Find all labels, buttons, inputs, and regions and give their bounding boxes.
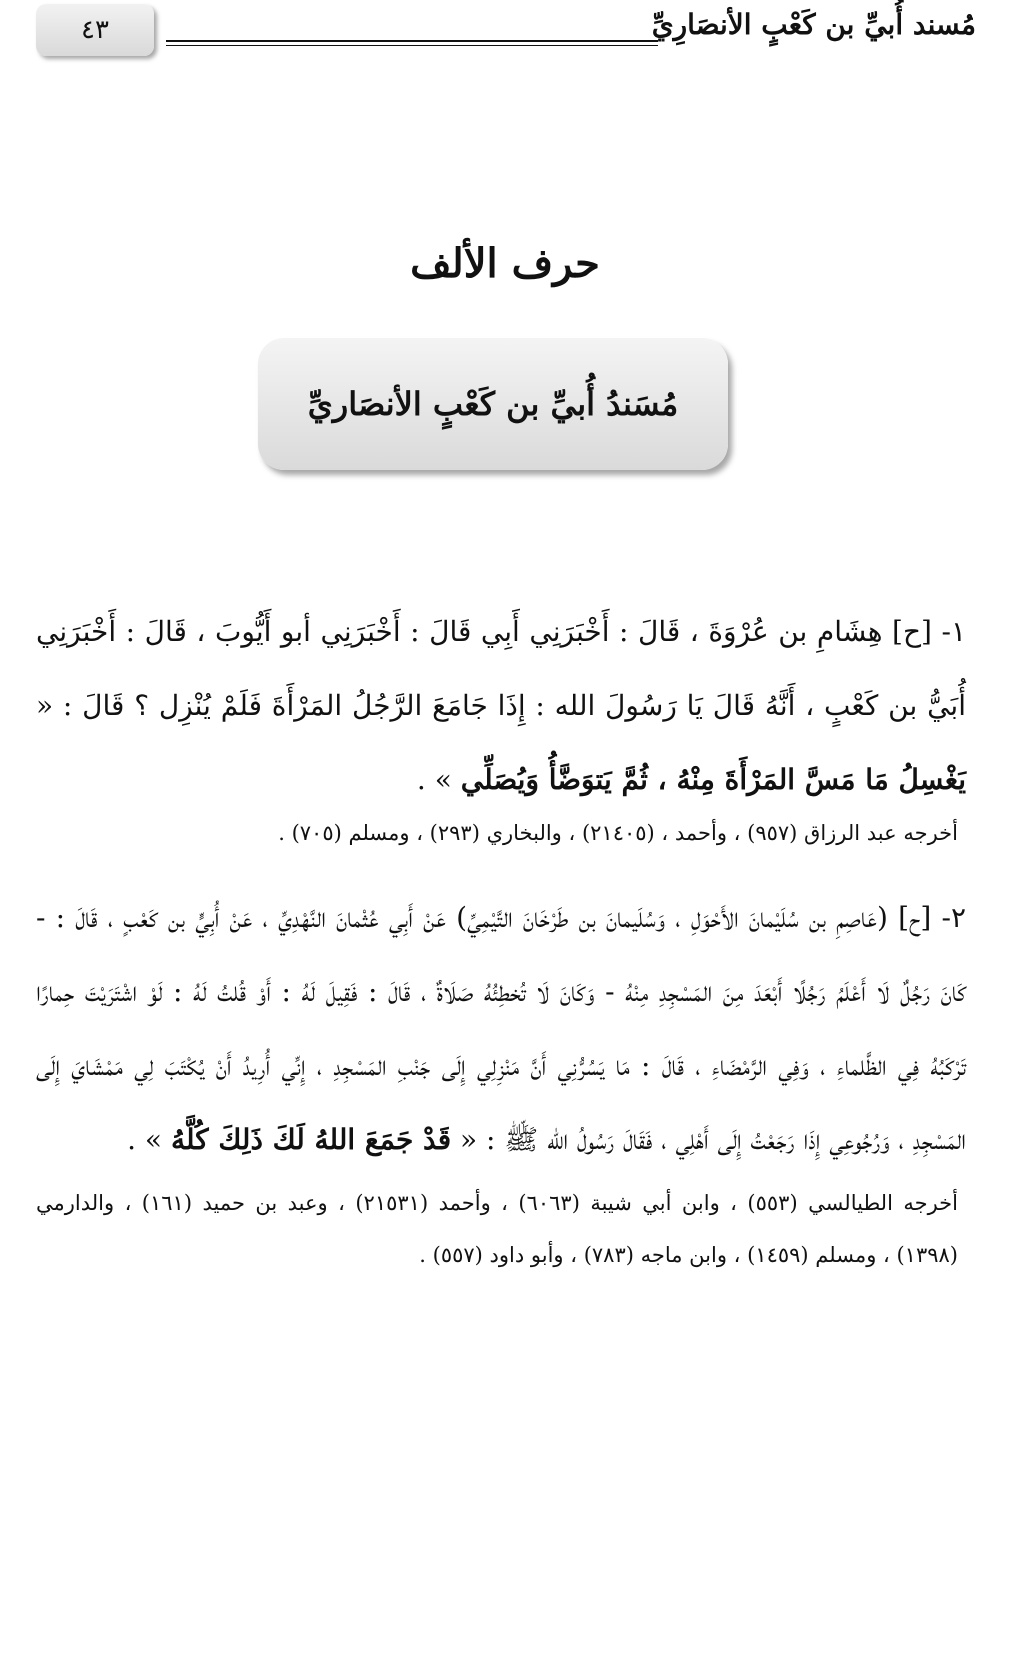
hadith-1-closing: » . xyxy=(416,763,461,796)
hadith-2-matn: قَدْ جَمَعَ اللهُ لَكَ ذَلِكَ كُلَّهُ xyxy=(170,1123,452,1156)
hadith-2-closing: » . xyxy=(127,1123,171,1156)
page-header xyxy=(36,4,976,62)
running-title: مُسند أُبيِّ بن كَعْبٍ الأنصَارِيِّ xyxy=(651,8,976,41)
hadith-2-isnad: ٢- [ح] (عَاصِمِ بن سُلَيْمانَ الأَحْوَلِ ، وَسُلَيمانَ بن طَرْخَانَ التَّيْمِيِّ) عَنْ أَبِي عُثْمانَ النَّهْدِيِّ ، عَنْ أُبِيٍّ بن كَعْبٍ ، قَالَ : - كَانَ رَجُلٌ لَا أَعْلَمُ رَجُلًا أَبْعَدَ مِنَ المَسْجِدِ مِنْهُ - وَكَانَ لَا تُخطِئُهُ صَلَاةٌ ، قَالَ : فَقِيلَ لَهُ : أَوْ قُلتُ لَهُ : لَوْ اشْتَرَيْتَ حِمارًا تَرْكَبُهُ فِي الظَّلماءِ ، وَفِي الرَّمْضَاءِ ، قَالَ : مَا يَسُرُّنِي أَنَّ مَنْزِلِي إِلَى جَنْبِ المَسْجِدِ ، إِنِّي أُرِيدُ أَنْ يُكْتَبَ لِي مَمْشَايَ إِلَى المَسْجِدِ ، وَرُجُوعِي إِذَا رَجَعْتُ إِلَى أَهْلِي ، فَقَالَ رَسُولُ الله ﷺ : « xyxy=(36,901,967,1156)
hadith-2 xyxy=(36,881,966,1177)
hadith-1-isnad: ١- [ح] هِشَامِ بن عُرْوَةَ ، قَالَ : أَخْبَرَنِي أَبِي قَالَ : أَخْبَرَنِي أبو أَيُّوبَ ، قَالَ : أَخْبَرَنِي أُبَيُّ بن كَعْبٍ ، أَنَّهُ قَالَ يَا رَسُولَ الله : إِذَا جَامَعَ الرَّجُلُ المَرْأَةَ فَلَمْ يُنْزِل ؟ قَالَ : « xyxy=(36,615,966,722)
musnad-title: مُسَندُ أُبيِّ بن كَعْبٍ الأنصَاريِّ xyxy=(307,385,679,423)
header-rule xyxy=(166,40,658,46)
musnad-title-box xyxy=(258,338,728,470)
chapter-title: حرف الألف xyxy=(410,240,600,287)
hadith-2-takhrij: أخرجه الطيالسي (٥٥٣) ، وابن أبي شيبة (٦٠٦٣) ، وأحمد (٢١٥٣١) ، وعبد بن حميد (١٦١) ، والدارمي (١٣٩٨) ، ومسلم (١٤٥٩) ، وابن ماجه (٧٨٣) ، وأبو داود (٥٥٧) . xyxy=(36,1191,958,1267)
hadith-1-takhrij: أخرجه عبد الرزاق (٩٥٧) ، وأحمد ، (٢١٤٠٥) ، والبخاري (٢٩٣) ، ومسلم (٧٠٥) . xyxy=(278,821,958,845)
page-number: ٤٣ xyxy=(36,4,154,56)
hadith-1 xyxy=(36,595,966,817)
hadith-1-matn: يَغْسِلُ مَا مَسَّ المَرْأَةَ مِنْهُ ، ثُمَّ يَتوَضَّأُ وَيُصَلِّي xyxy=(460,763,966,796)
hadith-list xyxy=(36,595,966,1299)
